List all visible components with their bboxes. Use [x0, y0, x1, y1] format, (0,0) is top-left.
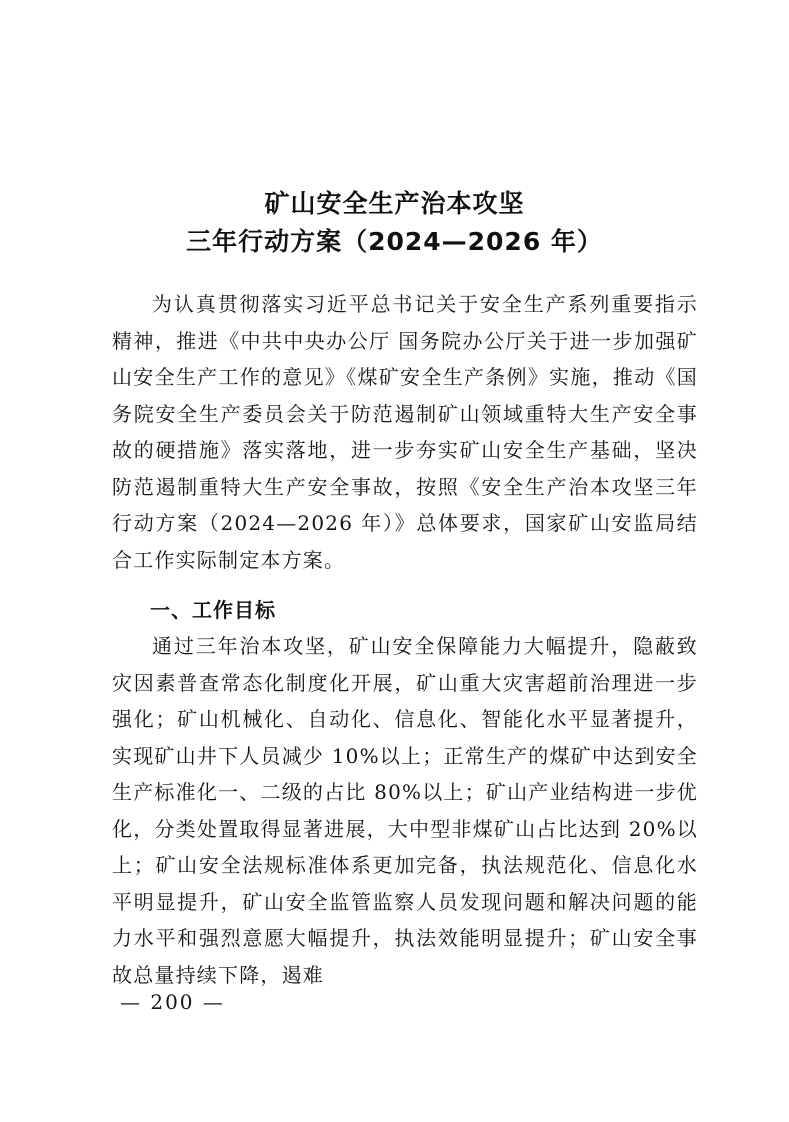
- page-number: — 200 —: [120, 990, 225, 1014]
- document-title-line2: 三年行动方案（2024—2026 年）: [186, 227, 603, 256]
- document-title-line1: 矿山安全生产治本攻坚: [264, 189, 525, 218]
- section-heading-goals: 一、工作目标: [150, 598, 276, 622]
- section-paragraph-goals: 通过三年治本攻坚，矿山安全保障能力大幅提升，隐蔽致灾因素普查常态化制度化开展，矿山重大灾害超前治理进一步强化；矿山机械化、自动化、信息化、智能化水平显著提升，实现矿山井下人员减少 10%以上；正常生产的煤矿中达到安全生产标准化一、二级的占比 80%以上；矿山产业结构进一步优化，分类处置取得显著进展，大中型非煤矿山占比达到 20%以上；矿山安全法规标准体系更加完备，执法规范化、信息化水平明显提升，矿山安全监管监察人员发现问题和解决问题的能力水平和强烈意愿大幅提升，执法效能明显提升；矿山安全事故总量持续下降，遏难: [112, 634, 698, 987]
- intro-paragraph: 为认真贯彻落实习近平总书记关于安全生产系列重要指示精神，推进《中共中央办公厅 国务院办公厅关于进一步加强矿山安全生产工作的意见》《煤矿安全生产条例》实施，推动《国务院安全生产委员会关于防范遏制矿山领域重特大生产安全事故的硬措施》落实落地，进一步夯实矿山安全生产基础，坚决防范遏制重特大生产安全事故，按照《安全生产治本攻坚三年行动方案（2024—2026 年）》总体要求，国家矿山安监局结合工作实际制定本方案。: [112, 292, 698, 572]
